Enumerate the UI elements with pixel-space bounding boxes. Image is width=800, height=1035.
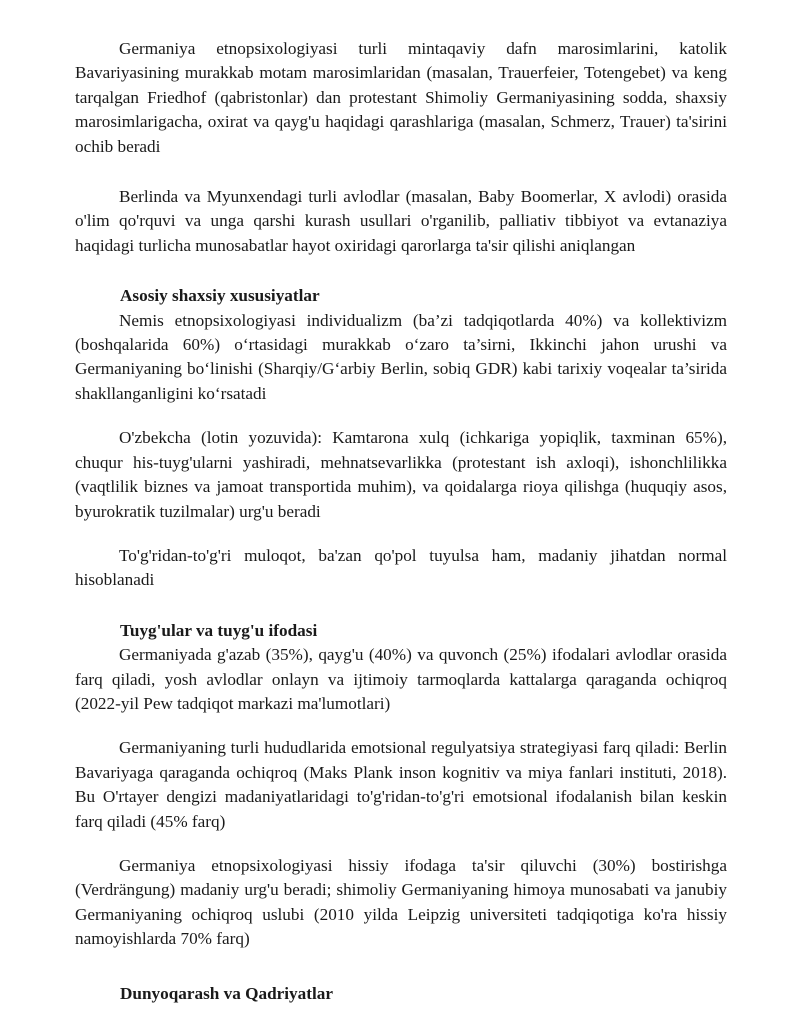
paragraph-emotional-regulation: Germaniyaning turli hududlarida emotsional regulyatsiya strategiyasi farq qiladi: Berlin Bavariyaga qaraganda ochiqroq (Maks Plank inson kognitiv va miya fanlari instituti, 2018). Bu O'rtayer dengizi madaniyatlaridagi to'g'ridan-to'g'ri emotsional ifodalanish bilan keskin farq qiladi (45% farq)	[75, 738, 727, 831]
heading-personal-traits: Asosiy shaxsiy xususiyatlar	[120, 286, 320, 306]
heading-worldview: Dunyoqarash va Qadriyatlar	[120, 983, 333, 1003]
paragraph-emotion-expression: Germaniyada g'azab (35%), qayg'u (40%) va quvonch (25%) ifodalari avlodlar orasida farq qiladi, yosh avlodlar onlayn va ijtimoiy tarmoqlarda kattalarga qaraganda ochiqroq (2022-yil Pew tadqiqot markazi ma'lumotlari)	[75, 645, 727, 713]
heading-emotions: Tuyg'ular va tuyg'u ifodasi	[120, 620, 318, 640]
paragraph-direct-communication: To'g'ridan-to'g'ri muloqot, ba'zan qo'pol tuyulsa ham, madaniy jihatdan normal hisoblanadi	[75, 545, 727, 590]
paragraph-individualism: Nemis etnopsixologiyasi individualizm (ba’zi tadqiqotlarda 40%) va kollektivizm (boshqalarida 60%) o‘rtasidagi murakkab o‘zaro ta’sirni, Ikkinchi jahon urushi va Germaniyaning bo‘linishi (Sharqiy/G‘arbiy Berlin, sobiq GDR) kabi tarixiy voqealar ta’sirida shakllanganligini ko‘rsatadi	[75, 310, 727, 403]
paragraph-funeral-rites: Germaniya etnopsixologiyasi turli mintaqaviy dafn marosimlarini, katolik Bavariyasining murakkab motam marosimlaridan (masalan, Trauerfeier, Totengebet) va keng tarqalgan Friedhof (qabristonlar) dan protestant Shimoliy Germaniyasining sodda, shaxsiy marosimlarigacha, oxirat va qayg'u haqidagi qarashlariga (masalan, Schmerz, Trauer) ta'sirini ochib beradi	[75, 39, 727, 156]
paragraph-suppression: Germaniya etnopsixologiyasi hissiy ifodaga ta'sir qiluvchi (30%) bostirishga (Verdrängung) madaniy urg'u beradi; shimoliy Germaniyaning himoya munosabati va janubiy Germaniyaning ochiqroq uslubi (2010 yilda Leipzig universiteti tadqiqotiga ko'ra hissiy namoyishlarda 70% farq)	[75, 855, 727, 949]
document-page	[75, 37, 727, 1006]
paragraph-death-fear: Berlinda va Myunxendagi turli avlodlar (masalan, Baby Boomerlar, X avlodi) orasida o'lim qo'rquvi va unga qarshi kurash usullari o'rganilib, palliativ tibbiyot va evtanaziya haqidagi turlicha munosabatlar hayot oxiridagi qarorlarga ta'sir qilishi aniqlangan	[75, 187, 727, 255]
paragraph-modest-behavior: O'zbekcha (lotin yozuvida): Kamtarona xulq (ichkariga yopiqlik, taxminan 65%), chuqur his-tuyg'ularni yashiradi, mehnatsevarlikka (protestant ish axloqi), ishonchlilikka (vaqtlilik biznes va jamoat transportida muhim), va qoidalarga rioya qilishga (huquqiy asos, byurokratik tuzilmalar) urg'u beradi	[75, 428, 727, 521]
